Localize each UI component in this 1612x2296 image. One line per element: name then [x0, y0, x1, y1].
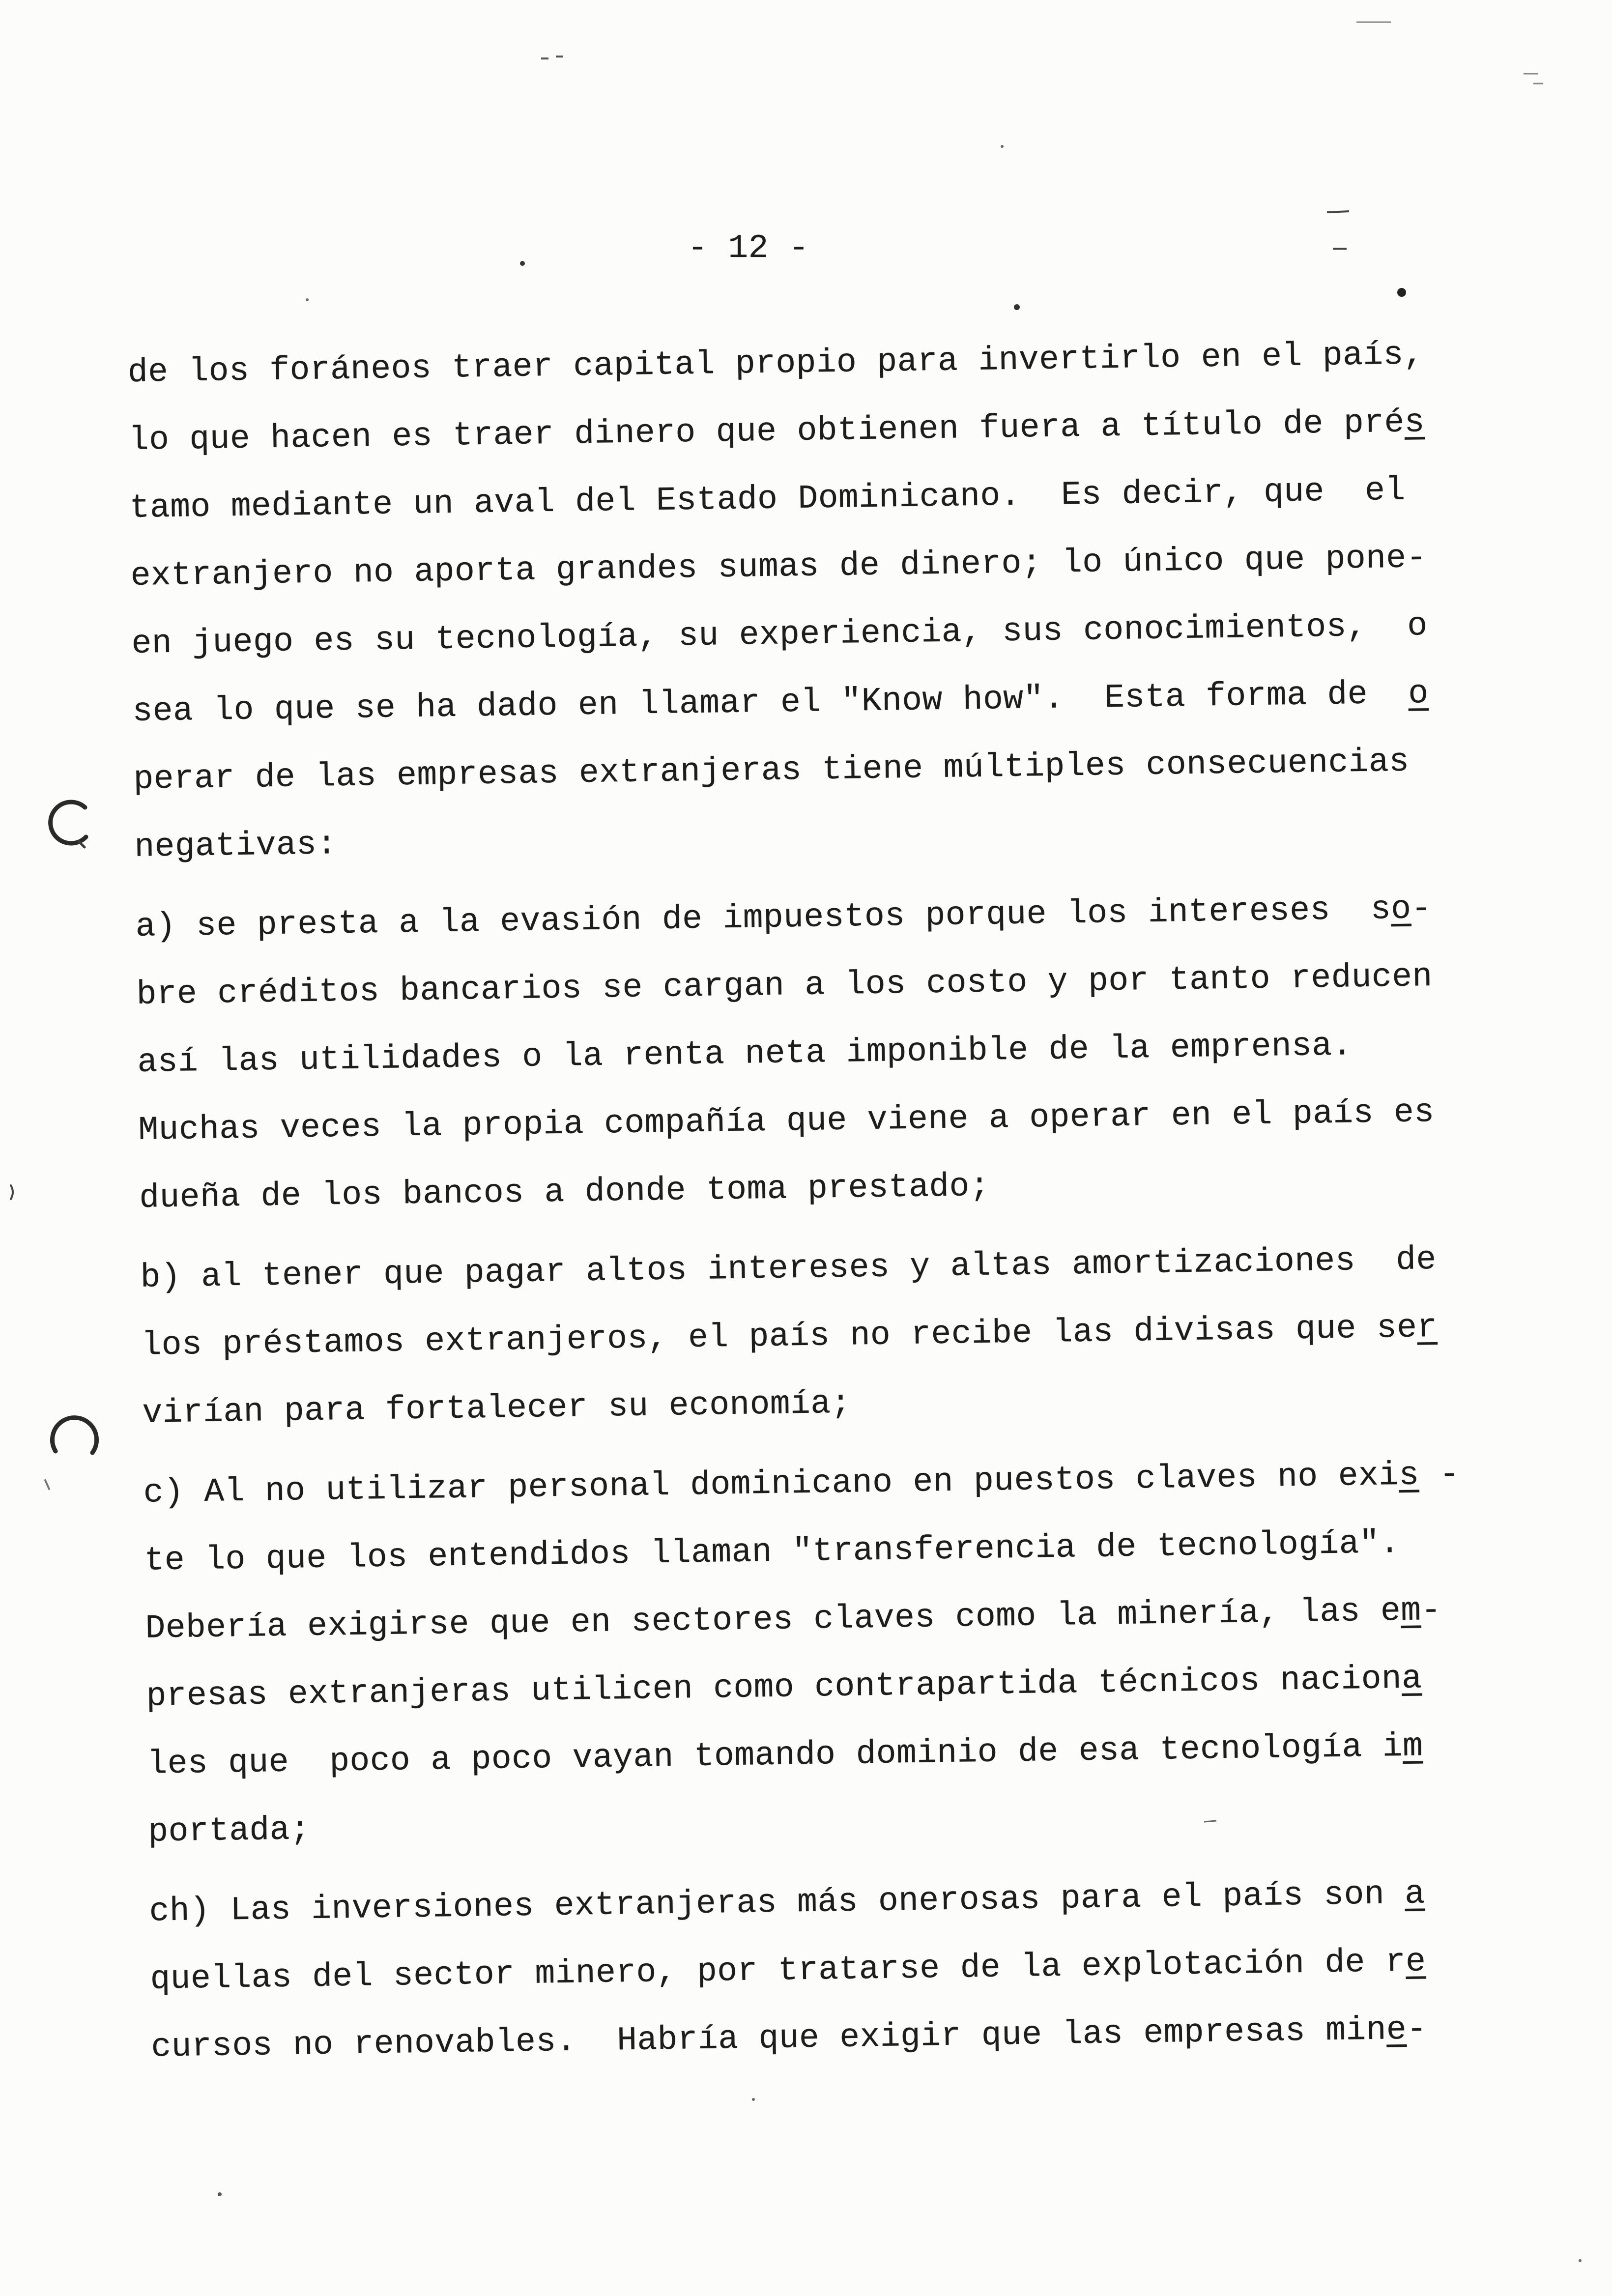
underlined-letter: a [1404, 1875, 1426, 1914]
underlined-letter: o [1408, 675, 1429, 713]
line-text: portada; [147, 1811, 311, 1851]
line-text: perar de las empresas extranjeras tiene múltiples consecuencias [133, 743, 1410, 799]
underlined-letter: s [1398, 1456, 1420, 1495]
scan-dash [541, 57, 563, 58]
line-text: de los foráneos traer capital propio para invertirlo en el país, [127, 336, 1424, 392]
paragraph-item-ch [149, 1859, 1508, 2081]
line-text: cursos no renovables. Habría que exigir que las empresas min [151, 2011, 1387, 2066]
line-text: ch) Las inversiones extranjeras más onerosas para el país son [149, 1875, 1405, 1931]
line-text: tamo mediante un aval del Estado Dominicano. Es decir, que el [129, 471, 1406, 527]
line-text: presas extranjeras utilicen como contrapartida técnicos nacion [146, 1660, 1402, 1716]
underlined-letter: r [1416, 1308, 1438, 1347]
line-end: - [1410, 890, 1432, 928]
line-text: Muchas veces la propia compañía que viene a operar en el país es [138, 1093, 1435, 1149]
line-end: - [1406, 2010, 1427, 2049]
scan-speck [520, 261, 525, 266]
paragraph-item-a [135, 874, 1496, 1232]
body-text [127, 320, 1508, 2081]
underlined-letter: o [1390, 890, 1412, 929]
line-text: les que poco a poco vayan tomando dominio de esa tecnología i [146, 1728, 1403, 1783]
line-text: extranjero no aporta grandes sumas de dinero; lo único que pone- [130, 539, 1427, 595]
margin-speck-mark [45, 1480, 49, 1489]
paragraph-item-b [140, 1225, 1499, 1447]
scan-speck [1397, 288, 1406, 297]
line-text: sea lo que se ha dado en llamar el "Know how". Esta forma de [132, 675, 1409, 731]
line-text: a) se presta a la evasión de impuestos porque los intereses s [135, 890, 1391, 946]
underlined-letter: e [1386, 2010, 1407, 2049]
binder-hole-tick-upper [79, 841, 85, 847]
scan-speck [752, 2098, 755, 2101]
line-text: los préstamos extranjeros, el país no recibe las divisas que se [141, 1309, 1417, 1365]
line-end: - [1419, 1456, 1460, 1494]
scan-speck [1001, 145, 1004, 148]
line-text: b) al tener que pagar altos intereses y altas amortizaciones de [140, 1240, 1437, 1297]
scan-speck [218, 2192, 222, 2196]
page-number: - 12 - [688, 230, 809, 267]
scan-speck [306, 298, 309, 301]
line-text: negativas: [134, 826, 338, 866]
underlined-letter: m [1400, 1592, 1421, 1631]
underlined-letter: a [1401, 1660, 1422, 1698]
scan-dash [1356, 22, 1543, 84]
scan-speck [1014, 304, 1020, 310]
binder-hole-mark-upper [51, 802, 86, 843]
line-text: Debería exigirse que en sectores claves como la minería, las e [145, 1592, 1401, 1648]
margin-tick-mark [11, 1185, 13, 1199]
underlined-letter: m [1402, 1727, 1423, 1766]
line-text: así las utilidades o la renta neta imponible de la emprensa. [137, 1027, 1353, 1082]
binder-hole-mark-lower [52, 1418, 96, 1453]
paragraph-intro [127, 320, 1491, 881]
line-text: dueña de los bancos a donde toma prestado; [139, 1167, 990, 1217]
line-text: virían para fortalecer su economía; [142, 1384, 852, 1433]
line-text: te lo que los entendidos llaman "transferencia de tecnología". [144, 1524, 1400, 1580]
line-text: bre créditos bancarios se cargan a los costo y por tanto reducen [136, 958, 1433, 1014]
scan-dash [1327, 211, 1349, 212]
scan-speck [1579, 2259, 1582, 2262]
line-text: lo que hacen es traer dinero que obtienen fuera a título de pré [128, 403, 1405, 459]
line-end: - [1420, 1591, 1442, 1630]
paragraph-item-c [143, 1440, 1505, 1866]
underlined-letter: e [1405, 1943, 1426, 1981]
line-text: c) Al no utilizar personal dominicano en puestos claves no exi [143, 1457, 1399, 1512]
line-text: en juego es su tecnología, su experiencia, sus conocimientos, o [131, 607, 1428, 663]
line-text: quellas del sector minero, por tratarse de la explotación de r [150, 1943, 1406, 1999]
underlined-letter: s [1404, 403, 1425, 442]
